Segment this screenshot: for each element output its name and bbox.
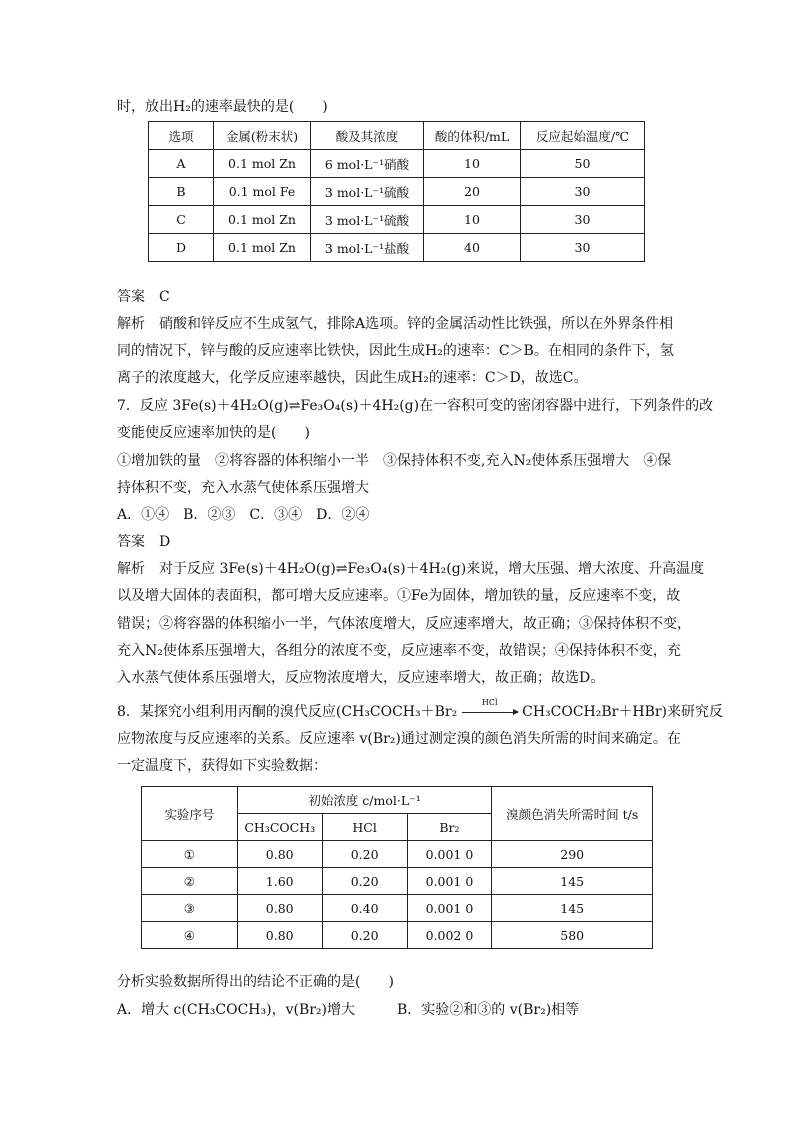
analysis-line: 解析 对于反应 3Fe(s)＋4H₂O(g)⇌Fe₃O₄(s)＋4H₂(g)来说，增大压强、增大浓度、升高温度 — [117, 561, 705, 577]
table-cell: 20 — [424, 178, 521, 206]
question-8-options: A．增大 c(CH₃COCH₃)，v(Br₂)增大 B．实验②和③的 v(Br₂)相等 — [117, 1002, 580, 1018]
table-cell: 580 — [492, 922, 653, 949]
table-row — [149, 178, 645, 206]
table-cell: 10 — [424, 150, 521, 178]
table-header-cell: CH₃COCH₃ — [237, 814, 322, 841]
table-cell: 3 mol·L⁻¹硫酸 — [311, 206, 424, 234]
table-cell: A — [149, 150, 214, 178]
table-header-cell: 反应起始温度/℃ — [521, 122, 645, 150]
table-cell: D — [149, 234, 214, 262]
question-6-tail: 时，放出H₂的速率最快的是( ) — [117, 99, 328, 115]
table-row — [142, 868, 653, 895]
table-cell: 145 — [492, 895, 653, 922]
table-cell: 0.20 — [322, 922, 407, 949]
question-8-prompt: 分析实验数据所得出的结论不正确的是( ) — [117, 974, 394, 990]
table-cell: 30 — [521, 206, 645, 234]
table-row — [149, 206, 645, 234]
question-8-line: 应物浓度与反应速率的关系。反应速率 v(Br₂)通过测定溴的颜色消失所需的时间来确定。在 — [117, 731, 681, 747]
table-cell: 0.20 — [322, 868, 407, 895]
table-cell: 3 mol·L⁻¹硫酸 — [311, 178, 424, 206]
analysis-line: 同的情况下，锌与酸的反应速率比铁快，因此生成H₂的速率：C＞B。在相同的条件下，氢 — [117, 343, 674, 359]
table-cell: 145 — [492, 868, 653, 895]
table-cell: B — [149, 178, 214, 206]
table-cell: 50 — [521, 150, 645, 178]
table-header-cell: 选项 — [149, 122, 214, 150]
table-header-cell: HCl — [322, 814, 407, 841]
table-row — [142, 895, 653, 922]
table-cell: 40 — [424, 234, 521, 262]
question-7-line: 持体积不变，充入水蒸气使体系压强增大 — [117, 480, 369, 496]
table-row — [149, 150, 645, 178]
analysis-line: 解析 硝酸和锌反应不生成氢气，排除A选项。锌的金属活动性比铁强，所以在外界条件相 — [117, 316, 674, 332]
table-cell: 6 mol·L⁻¹硝酸 — [311, 150, 424, 178]
answer-q7: 答案 D — [117, 534, 171, 550]
question-8-text: CH₃COCH₂Br＋HBr)来研究反 — [522, 704, 724, 720]
question-7-line: 7．反应 3Fe(s)＋4H₂O(g)⇌Fe₃O₄(s)＋4H₂(g)在一容积可变的密闭容器中进行，下列条件的改 — [117, 398, 714, 414]
table-cell: ④ — [142, 922, 238, 949]
table-row — [149, 234, 645, 262]
table-q8 — [141, 786, 653, 949]
table-cell: 3 mol·L⁻¹盐酸 — [311, 234, 424, 262]
table-cell: 0.1 mol Zn — [214, 234, 311, 262]
table-header-row — [149, 122, 645, 150]
table-header-row — [142, 787, 653, 814]
table-header-cell: 酸及其浓度 — [311, 122, 424, 150]
table-header-cell: 酸的体积/mL — [424, 122, 521, 150]
table-header-cell: 初始浓度 c/mol·L⁻¹ — [237, 787, 492, 814]
table-row — [142, 841, 653, 868]
question-7-line: 变能使反应速率加快的是( ) — [117, 425, 310, 441]
reaction-arrow-icon — [462, 698, 518, 722]
table-cell: ① — [142, 841, 238, 868]
table-cell: 0.1 mol Zn — [214, 206, 311, 234]
table-cell: 0.80 — [237, 895, 322, 922]
table-cell: C — [149, 206, 214, 234]
table-header-cell: 溴颜色消失所需时间 t/s — [492, 787, 653, 841]
table-header-cell: 金属(粉末状) — [214, 122, 311, 150]
analysis-line: 入水蒸气使体系压强增大，反应物浓度增大，反应速率增大，故正确；故选D。 — [117, 670, 605, 686]
analysis-line: 错误；②将容器的体积缩小一半，气体浓度增大，反应速率增大，故正确；③保持体积不变， — [117, 616, 691, 632]
table-cell: 30 — [521, 178, 645, 206]
table-cell: 0.001 0 — [407, 868, 492, 895]
table-cell: 10 — [424, 206, 521, 234]
analysis-line: 充入N₂使体系压强增大，各组分的浓度不变，反应速率不变，故错误；④保持体积不变，充 — [117, 643, 681, 659]
table-cell: 0.80 — [237, 841, 322, 868]
table-cell: 0.001 0 — [407, 841, 492, 868]
table-cell: 1.60 — [237, 868, 322, 895]
question-8-line: 一定温度下，获得如下实验数据： — [117, 758, 327, 774]
analysis-line: 以及增大固体的表面积，都可增大反应速率。①Fe为固体，增加铁的量，反应速率不变，故 — [117, 588, 681, 604]
table-header-cell: Br₂ — [407, 814, 492, 841]
table-cell: 0.20 — [322, 841, 407, 868]
question-8-text: 8．某探究小组利用丙酮的溴代反应(CH₃COCH₃＋Br₂ — [117, 704, 458, 720]
table-row — [142, 922, 653, 949]
catalyst-label: HCl — [481, 698, 498, 707]
table-cell: 0.001 0 — [407, 895, 492, 922]
table-cell: 0.40 — [322, 895, 407, 922]
analysis-line: 离子的浓度越大，化学反应速率越快，因此生成H₂的速率：C＞D，故选C。 — [117, 370, 588, 386]
question-7-line: ①增加铁的量 ②将容器的体积缩小一半 ③保持体积不变,充入N₂使体系压强增大 ④保 — [117, 453, 672, 469]
answer-q6: 答案 C — [117, 289, 170, 305]
table-q6 — [148, 121, 645, 262]
table-cell: 0.002 0 — [407, 922, 492, 949]
table-cell: 0.80 — [237, 922, 322, 949]
table-cell: 290 — [492, 841, 653, 868]
question-8-line — [117, 698, 724, 722]
table-cell: ③ — [142, 895, 238, 922]
table-cell: 30 — [521, 234, 645, 262]
question-7-options: A．①④ B．②③ C．③④ D．②④ — [117, 507, 370, 523]
table-cell: ② — [142, 868, 238, 895]
table-cell: 0.1 mol Fe — [214, 178, 311, 206]
table-cell: 0.1 mol Zn — [214, 150, 311, 178]
table-header-cell: 实验序号 — [142, 787, 238, 841]
